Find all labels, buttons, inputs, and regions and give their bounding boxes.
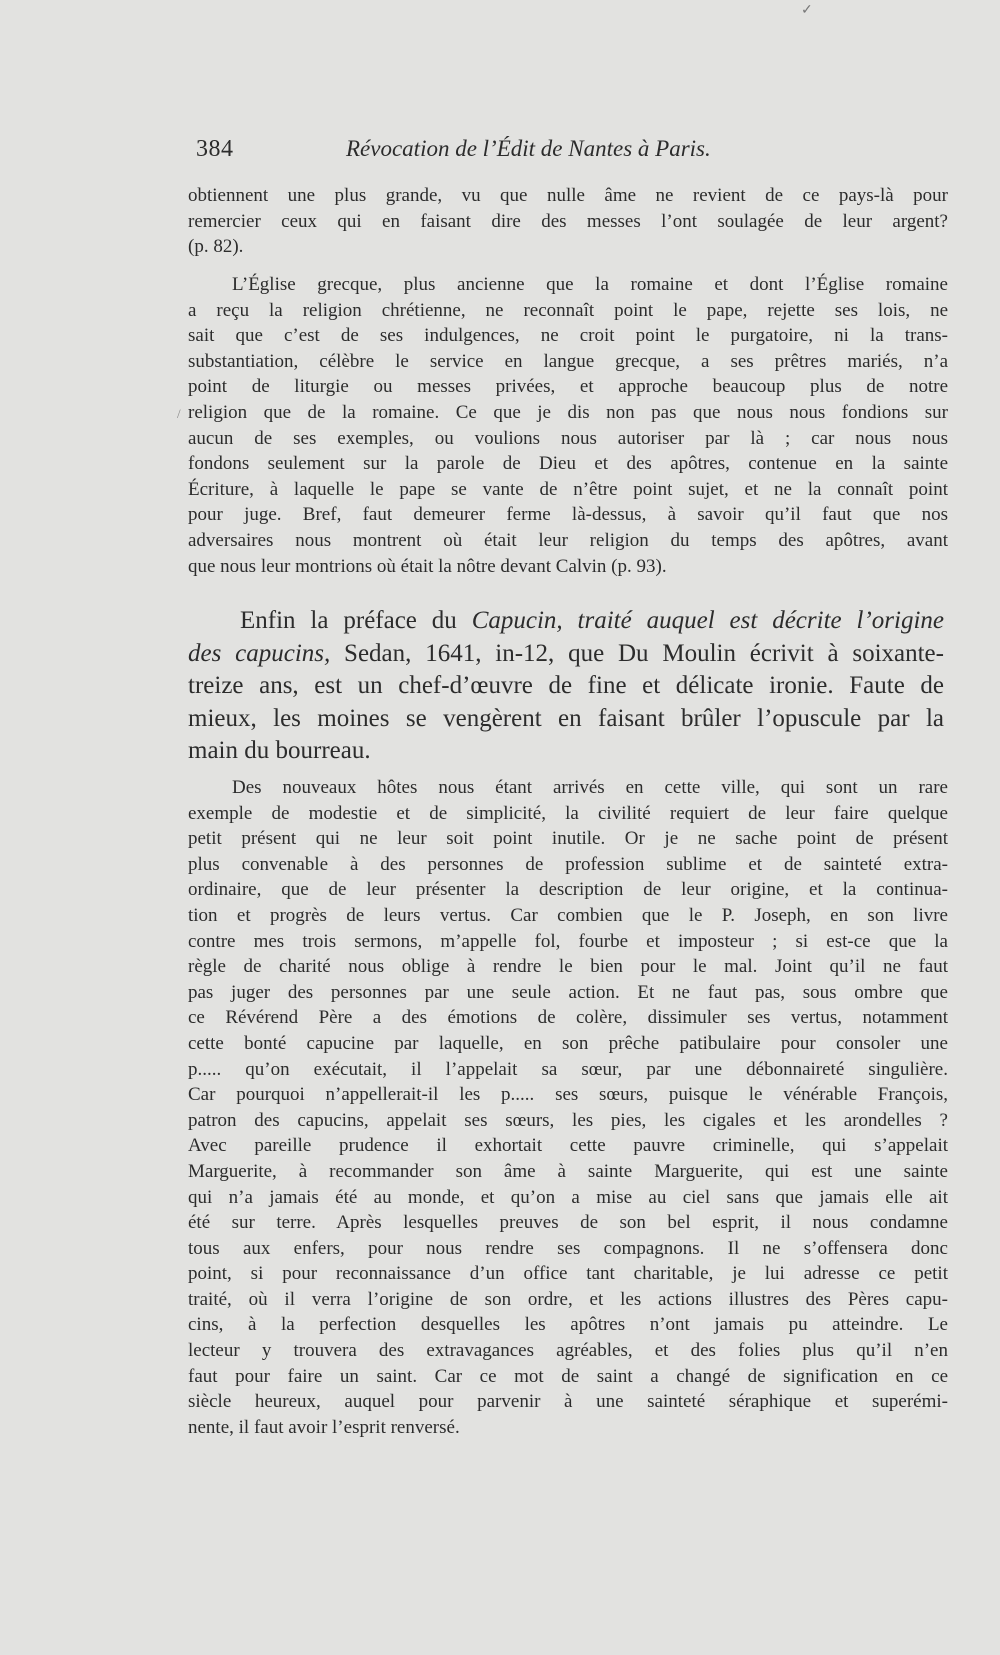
text-line: traité, où il verra l’origine de son ordre, et les actions illustres des Pères capu- [188, 1288, 948, 1310]
text-line: Écriture, à laquelle le pape se vante de n’être point sujet, et ne la connaît point [188, 478, 948, 500]
text-line: nente, il faut avoir l’esprit renversé. [188, 1416, 460, 1438]
page-number: 384 [196, 136, 234, 162]
main-line: main du bourreau. [188, 737, 371, 764]
text-line: fondons seulement sur la parole de Dieu et des apôtres, contenue en la sainte [188, 453, 948, 475]
text-line: Des nouveaux hôtes nous étant arrivés en cette ville, qui sont un rare [232, 777, 948, 798]
text-line: obtiennent une plus grande, vu que nulle âme ne revient de ce pays-là pour [188, 185, 948, 206]
text-line: lecteur y trouvera des extravagances agréables, et des folies plus qu’il n’en [188, 1340, 948, 1362]
text-line: règle de charité nous oblige à rendre le bien pour le mal. Joint qu’il ne faut [188, 956, 948, 978]
main-paragraph [188, 605, 944, 768]
text-line: p..... qu’on exécutait, il l’appelait sa sœur, par une débonnaireté singulière. [188, 1058, 948, 1080]
text-line: Car pourquoi n’appellerait-il les p..... ses sœurs, puisque le vénérable François, [188, 1084, 948, 1106]
book-title-italic: des capucins, [188, 639, 331, 667]
text-line: L’Église grecque, plus ancienne que la romaine et dont l’Église romaine [232, 274, 948, 295]
main-line-text: Enfin la préface du [240, 607, 472, 634]
text-line: tion et progrès de leurs vertus. Car combien que le P. Joseph, en son livre [188, 904, 948, 926]
text-line: ordinaire, que de leur présenter la description de leur origine, et la continua- [188, 879, 948, 901]
text-line: été sur terre. Après lesquelles preuves de son bel esprit, il nous condamne [188, 1212, 948, 1234]
text-line: patron des capucins, appelait ses sœurs, les pies, les cigales et les arondelles ? [188, 1109, 948, 1131]
ink-mark: ✓ [801, 3, 813, 18]
text-line: faut pour faire un saint. Car ce mot de saint a changé de signification en ce [188, 1365, 948, 1387]
text-line: Marguerite, à recommander son âme à sainte Marguerite, qui est une sainte [188, 1160, 948, 1182]
text-line: aucun de ses exemples, ou voulions nous autoriser par là ; car nous nous [188, 427, 948, 449]
book-title-italic: Capucin, traité auquel est décrite l’origine [471, 607, 945, 634]
main-line [188, 605, 944, 638]
text-line: cins, à la perfection desquelles les apôtres n’ont jamais pu atteindre. Le [188, 1314, 948, 1336]
text-line: point, si pour reconnaissance d’un office tant charitable, je lui adresse ce petit [188, 1263, 948, 1285]
quote-continuation [188, 183, 948, 260]
text-line: petit présent qui ne leur soit point inutile. Or je ne sache point de présent [188, 828, 948, 850]
quote-preface-capucin [188, 775, 948, 1440]
text-line: (p. 82). [188, 236, 244, 258]
running-title: Révocation de l’Édit de Nantes à Paris. [346, 136, 711, 161]
text-line: religion que de la romaine. Ce que je dis non pas que nous nous fondions sur [188, 401, 948, 423]
text-line: point de liturgie ou messes privées, et approche beaucoup plus de notre [188, 376, 948, 398]
text-line: adversaires nous montrent où était leur religion du temps des apôtres, avant [188, 529, 948, 551]
text-line: que nous leur montrions où était la nôtre devant Calvin (p. 93). [188, 555, 667, 577]
main-line-text: Sedan, 1641, in-12, que Du Moulin écrivit à soixante- [330, 639, 944, 667]
main-line [188, 638, 944, 671]
text-line: contre mes trois sermons, m’appelle fol, fourbe et imposteur ; si est-ce que la [188, 930, 948, 952]
ink-mark: / [177, 406, 181, 421]
text-line: Avec pareille prudence il exhortait cette pauvre criminelle, qui s’appelait [188, 1135, 948, 1157]
text-line: pas juger des personnes par une seule action. Et ne faut pas, sous ombre que [188, 981, 948, 1003]
text-line: qui n’a jamais été au monde, et qu’on a mise au ciel sans que jamais elle ait [188, 1186, 948, 1208]
page-header [196, 136, 796, 172]
text-line: remercier ceux qui en faisant dire des messes l’ont soulagée de leur argent? [188, 210, 948, 232]
quote-eglise-grecque [188, 272, 948, 579]
text-line: cette bonté capucine par laquelle, en son prêche patibulaire pour consoler une [188, 1032, 948, 1054]
text-line: pour juge. Bref, faut demeurer ferme là-dessus, à savoir qu’il faut que nos [188, 504, 948, 526]
text-line: ce Révérend Père a des émotions de colère, dissimuler ses vertus, notamment [188, 1007, 948, 1029]
text-line: tous aux enfers, pour nous rendre ses compagnons. Il ne s’offensera donc [188, 1237, 948, 1259]
text-line: exemple de modestie et de simplicité, la civilité requiert de leur faire quelque [188, 802, 948, 824]
main-line: treize ans, est un chef-d’œuvre de fine et délicate ironie. Faute de [188, 672, 944, 699]
text-line: substantiation, célèbre le service en langue grecque, a ses prêtres mariés, n’a [188, 350, 948, 372]
text-line: a reçu la religion chrétienne, ne reconnaît point le pape, rejette ses lois, ne [188, 299, 948, 321]
text-line: siècle heureux, auquel pour parvenir à une sainteté séraphique et superémi- [188, 1391, 948, 1413]
text-line: plus convenable à des personnes de profession sublime et de sainteté extra- [188, 853, 948, 875]
text-line: sait que c’est de ses indulgences, ne croit point le purgatoire, ni la trans- [188, 325, 948, 347]
main-line: mieux, les moines se vengèrent en faisant brûler l’opuscule par la [188, 704, 944, 732]
